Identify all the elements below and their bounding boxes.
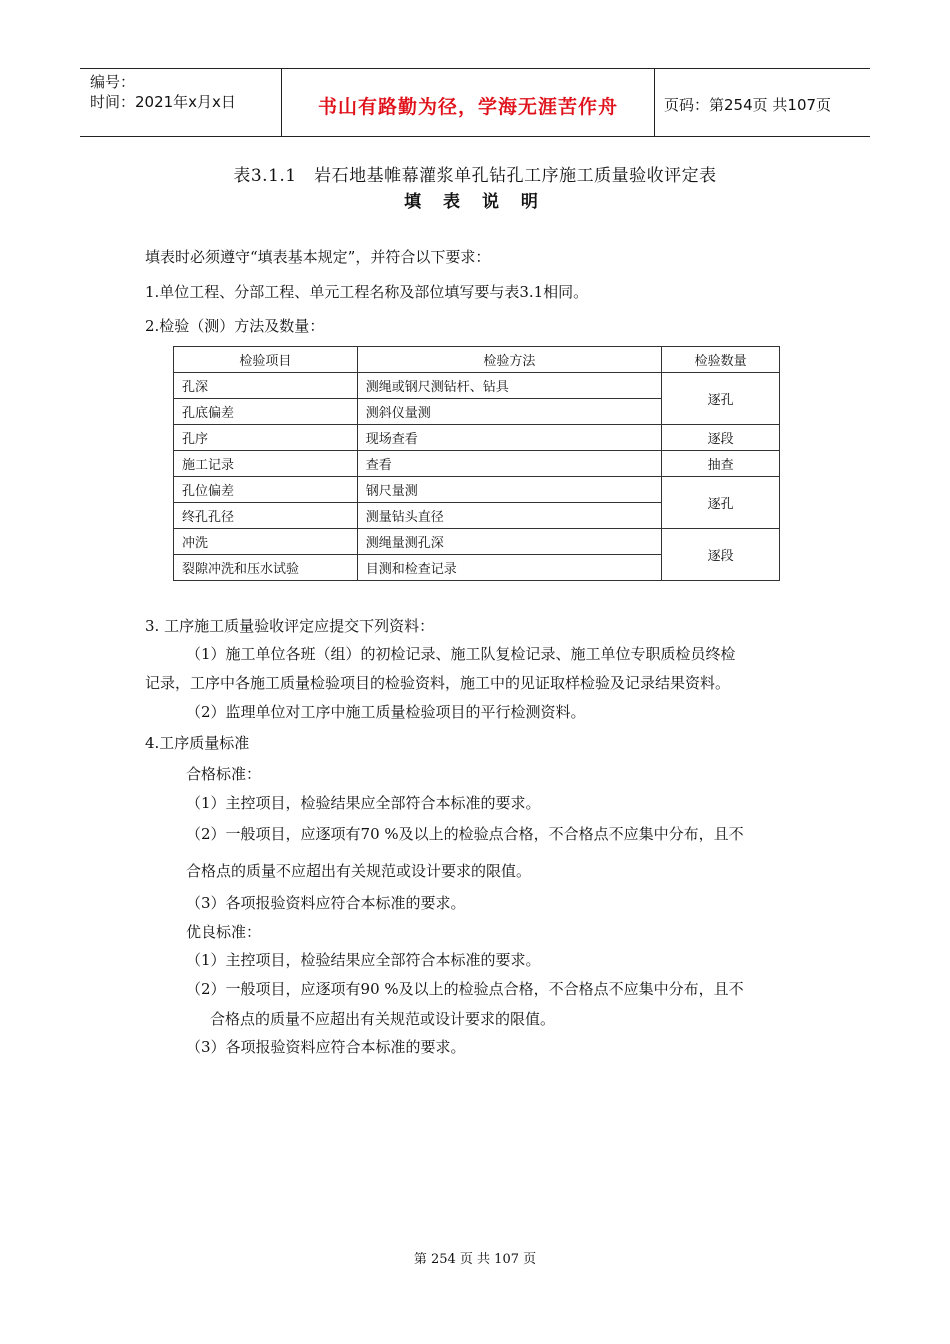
item-1-text: 1.单位工程、分部工程、单元工程名称及部位填写要与表3.1相同。 xyxy=(145,283,589,301)
quantity-cell: 逐孔 xyxy=(662,477,780,529)
page-title: 表3.1.1 岩石地基帷幕灌浆单孔钻孔工序施工质量验收评定表 xyxy=(233,166,717,186)
method-cell: 测量钻头直径 xyxy=(357,503,661,529)
item-cell: 终孔孔径 xyxy=(174,503,358,529)
pass-standard-1: （1）主控项目，检验结果应全部符合本标准的要求。 xyxy=(186,794,541,812)
time-label: 时间：2021年x月x日 xyxy=(90,93,236,111)
pass-standard-2-line1: （2）一般项目，应逐项有70 %及以上的检验点合格，不合格点不应集中分布，且不 xyxy=(186,825,744,843)
quantity-cell: 抽查 xyxy=(662,451,780,477)
item-3-heading: 3. 工序施工质量验收评定应提交下列资料： xyxy=(145,617,435,635)
header-quantity: 检验数量 xyxy=(662,347,780,373)
intro-text: 填表时必须遵守“填表基本规定”，并符合以下要求： xyxy=(145,248,491,266)
good-standard-1: （1）主控项目，检验结果应全部符合本标准的要求。 xyxy=(186,951,541,969)
item-cell: 孔底偏差 xyxy=(174,399,358,425)
table-row xyxy=(174,425,780,451)
item-cell: 孔序 xyxy=(174,425,358,451)
item-cell: 裂隙冲洗和压水试验 xyxy=(174,555,358,581)
good-standard-2-line2: 合格点的质量不应超出有关规范或设计要求的限值。 xyxy=(210,1010,556,1028)
page-subtitle: 填 表 说 明 xyxy=(404,192,546,212)
item-4-heading: 4.工序质量标准 xyxy=(145,734,250,752)
method-cell: 测绳量测孔深 xyxy=(357,529,661,555)
item-cell: 冲洗 xyxy=(174,529,358,555)
item-2-text: 2.检验（测）方法及数量： xyxy=(145,317,325,335)
quantity-cell: 逐段 xyxy=(662,425,780,451)
page-footer: 第 254 页 共 107 页 xyxy=(413,1252,537,1267)
header-meta xyxy=(90,72,236,112)
item-3-p1-line2: 记录，工序中各施工质量检验项目的检验资料，施工中的见证取样检验及记录结果资料。 xyxy=(145,674,731,692)
quantity-cell: 逐段 xyxy=(662,529,780,581)
method-cell: 目测和检查记录 xyxy=(357,555,661,581)
good-standard-label: 优良标准： xyxy=(186,923,262,941)
item-cell: 施工记录 xyxy=(174,451,358,477)
table-row xyxy=(174,373,780,399)
header-item: 检验项目 xyxy=(174,347,358,373)
pass-standard-label: 合格标准： xyxy=(186,765,262,783)
item-cell: 孔位偏差 xyxy=(174,477,358,503)
good-standard-2-line1: （2）一般项目，应逐项有90 %及以上的检验点合格，不合格点不应集中分布，且不 xyxy=(186,980,744,998)
code-label: 编号： xyxy=(90,73,136,91)
method-cell: 测绳或钢尺测钻杆、钻具 xyxy=(357,373,661,399)
header-page-info: 页码：第254页 共107页 xyxy=(664,96,832,114)
method-cell: 钢尺量测 xyxy=(357,477,661,503)
header-bottom-rule xyxy=(80,136,870,137)
table-row xyxy=(174,451,780,477)
header-divider xyxy=(654,68,655,136)
item-3-p2: （2）监理单位对工序中施工质量检验项目的平行检测资料。 xyxy=(186,703,586,721)
method-cell: 现场查看 xyxy=(357,425,661,451)
quantity-cell: 逐孔 xyxy=(662,373,780,425)
table-header-row xyxy=(174,347,780,373)
method-cell: 查看 xyxy=(357,451,661,477)
item-cell: 孔深 xyxy=(174,373,358,399)
header-top-rule xyxy=(80,68,870,69)
item-3-p1-line1: （1）施工单位各班（组）的初检记录、施工队复检记录、施工单位专职质检员终检 xyxy=(186,645,736,663)
pass-standard-3: （3）各项报验资料应符合本标准的要求。 xyxy=(186,894,466,912)
header-motto: 书山有路勤为径，学海无涯苦作舟 xyxy=(317,96,618,118)
table-row xyxy=(174,529,780,555)
pass-standard-2-line2: 合格点的质量不应超出有关规范或设计要求的限值。 xyxy=(186,862,532,880)
header-method: 检验方法 xyxy=(357,347,661,373)
inspection-table xyxy=(173,346,780,581)
table-row xyxy=(174,477,780,503)
method-cell: 测斜仪量测 xyxy=(357,399,661,425)
good-standard-3: （3）各项报验资料应符合本标准的要求。 xyxy=(186,1038,466,1056)
